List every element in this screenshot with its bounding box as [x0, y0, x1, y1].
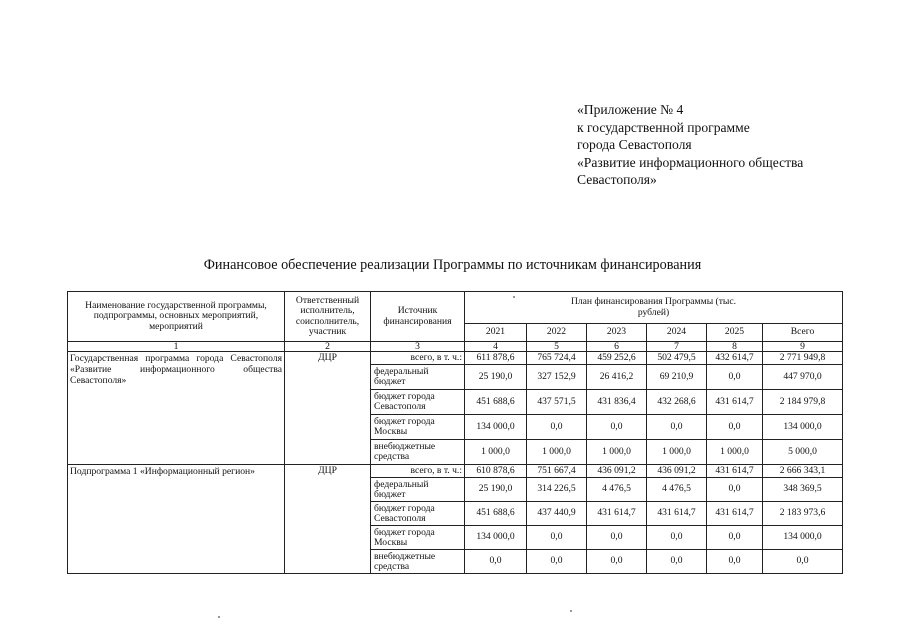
value-cell: 451 688,6 [465, 390, 527, 415]
appendix-line: города Севастополя [577, 137, 692, 153]
value-cell: 0,0 [527, 526, 587, 550]
value-cell: 459 252,6 [587, 352, 647, 365]
source-cell: всего, в т. ч.: [371, 352, 465, 365]
value-cell: 447 970,0 [763, 365, 843, 390]
document-title: Финансовое обеспечение реализации Программы по источникам финансирования [203, 257, 702, 273]
table-row [68, 352, 843, 365]
scan-speck [513, 296, 515, 298]
value-cell: 0,0 [707, 550, 763, 574]
appendix-line: к государственной программе [577, 119, 750, 135]
value-cell: 134 000,0 [465, 415, 527, 440]
value-cell: 0,0 [587, 415, 647, 440]
table-row [68, 465, 843, 478]
source-cell: бюджет города Севастополя [371, 390, 465, 415]
value-cell: 0,0 [587, 550, 647, 574]
value-cell: 25 190,0 [465, 365, 527, 390]
program-name: Государственная программа города Севастополя «Развитие информационного общества Севастополя» [68, 352, 285, 465]
value-cell: 431 614,7 [707, 502, 763, 526]
header-year: 2023 [587, 324, 647, 342]
source-cell: бюджет города Москвы [371, 526, 465, 550]
value-cell: 1 000,0 [707, 440, 763, 465]
appendix-line: «Приложение № 4 [577, 102, 684, 117]
value-cell: 0,0 [647, 415, 707, 440]
value-cell: 0,0 [707, 526, 763, 550]
source-cell: федеральный бюджет [371, 478, 465, 502]
value-cell: 2 184 979,8 [763, 390, 843, 415]
responsible-cell: ДЦР [285, 465, 371, 574]
value-cell: 436 091,2 [587, 465, 647, 478]
appendix-line: «Развитие информационного общества [577, 154, 804, 170]
value-cell: 1 000,0 [465, 440, 527, 465]
value-cell: 2 771 949,8 [763, 352, 843, 365]
value-cell: 431 836,4 [587, 390, 647, 415]
value-cell: 134 000,0 [763, 415, 843, 440]
responsible-cell: ДЦР [285, 352, 371, 465]
value-cell: 2 666 343,1 [763, 465, 843, 478]
value-cell: 765 724,4 [527, 352, 587, 365]
header-source: Источник финансирования [371, 292, 465, 342]
value-cell: 25 190,0 [465, 478, 527, 502]
header-name: Наименование государственной программы, подпрограммы, основных мероприятий, мероприятий [68, 292, 285, 342]
value-cell: 431 614,7 [707, 465, 763, 478]
header-year: 2022 [527, 324, 587, 342]
value-cell: 611 878,6 [465, 352, 527, 365]
financing-table [67, 291, 843, 574]
scan-speck [218, 616, 220, 618]
value-cell: 437 440,9 [527, 502, 587, 526]
value-cell: 432 614,7 [707, 352, 763, 365]
header-year: 2021 [465, 324, 527, 342]
value-cell: 0,0 [527, 550, 587, 574]
column-number: 1 [68, 342, 285, 352]
value-cell: 0,0 [527, 415, 587, 440]
value-cell: 0,0 [707, 365, 763, 390]
value-cell: 1 000,0 [647, 440, 707, 465]
value-cell: 0,0 [707, 478, 763, 502]
value-cell: 0,0 [647, 550, 707, 574]
scan-speck [570, 610, 572, 612]
source-cell: бюджет города Севастополя [371, 502, 465, 526]
column-number: 4 [465, 342, 527, 352]
source-cell: всего, в т. ч.: [371, 465, 465, 478]
header-responsible: Ответственный исполнитель, соисполнитель, участник [285, 292, 371, 342]
appendix-block [577, 101, 803, 189]
value-cell: 2 183 973,6 [763, 502, 843, 526]
source-cell: внебюджетные средства [371, 440, 465, 465]
value-cell: 5 000,0 [763, 440, 843, 465]
value-cell: 69 210,9 [647, 365, 707, 390]
value-cell: 431 614,7 [707, 390, 763, 415]
value-cell: 432 268,6 [647, 390, 707, 415]
value-cell: 451 688,6 [465, 502, 527, 526]
column-number: 7 [647, 342, 707, 352]
appendix-line: Севастополя» [577, 172, 657, 188]
source-cell: внебюджетные средства [371, 550, 465, 574]
column-number: 9 [763, 342, 843, 352]
header-total: Всего [763, 324, 843, 342]
value-cell: 134 000,0 [465, 526, 527, 550]
value-cell: 437 571,5 [527, 390, 587, 415]
value-cell: 1 000,0 [587, 440, 647, 465]
value-cell: 4 476,5 [587, 478, 647, 502]
header-year: 2024 [647, 324, 707, 342]
source-cell: бюджет города Москвы [371, 415, 465, 440]
header-plan: План финансирования Программы (тыс. рублей) [465, 292, 843, 324]
value-cell: 0,0 [465, 550, 527, 574]
column-number: 3 [371, 342, 465, 352]
value-cell: 431 614,7 [647, 502, 707, 526]
value-cell: 4 476,5 [647, 478, 707, 502]
subprogram-name: Подпрограмма 1 «Информационный регион» [68, 465, 285, 574]
value-cell: 431 614,7 [587, 502, 647, 526]
column-number: 2 [285, 342, 371, 352]
value-cell: 134 000,0 [763, 526, 843, 550]
source-cell: федеральный бюджет [371, 365, 465, 390]
value-cell: 751 667,4 [527, 465, 587, 478]
value-cell: 0,0 [647, 526, 707, 550]
value-cell: 314 226,5 [527, 478, 587, 502]
header-year: 2025 [707, 324, 763, 342]
value-cell: 1 000,0 [527, 440, 587, 465]
value-cell: 348 369,5 [763, 478, 843, 502]
value-cell: 0,0 [587, 526, 647, 550]
value-cell: 0,0 [707, 415, 763, 440]
value-cell: 436 091,2 [647, 465, 707, 478]
value-cell: 327 152,9 [527, 365, 587, 390]
column-number: 8 [707, 342, 763, 352]
column-numbers-row [68, 342, 843, 352]
column-number: 5 [527, 342, 587, 352]
column-number: 6 [587, 342, 647, 352]
value-cell: 0,0 [763, 550, 843, 574]
value-cell: 610 878,6 [465, 465, 527, 478]
value-cell: 502 479,5 [647, 352, 707, 365]
value-cell: 26 416,2 [587, 365, 647, 390]
